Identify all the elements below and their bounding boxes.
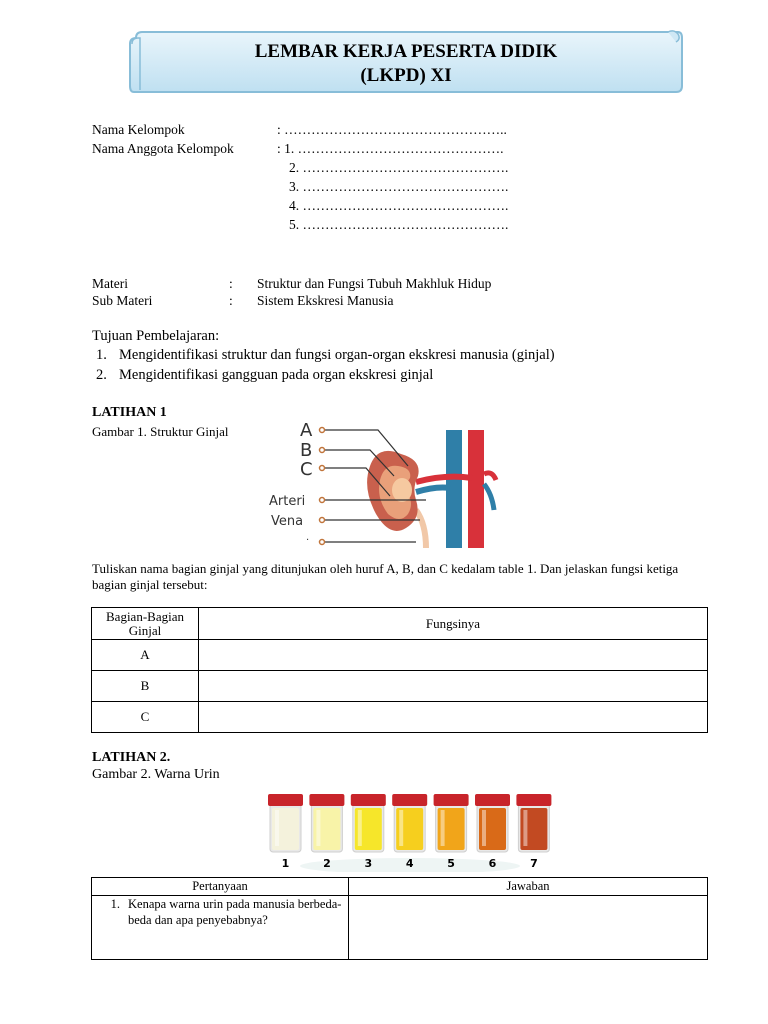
tube-label-6: 6 — [488, 857, 497, 870]
objective-number-1: 1. — [96, 347, 107, 363]
tube-cap-6 — [475, 794, 510, 806]
kidney-structure-figure — [266, 414, 502, 554]
table-row — [92, 640, 708, 671]
table-header-row — [92, 608, 708, 640]
table-header-row — [92, 878, 708, 896]
tube-cap-3 — [351, 794, 386, 806]
members-label: Nama Anggota Kelompok — [92, 141, 234, 156]
label-C: C — [300, 459, 313, 480]
urine-tube-1 — [268, 794, 303, 870]
tube-label-5: 5 — [447, 857, 455, 870]
figure-1-caption: Gambar 1. Struktur Ginjal — [92, 424, 229, 439]
label-A: A — [300, 420, 313, 441]
objective-number-2: 2. — [96, 367, 107, 383]
title-line-2: (LKPD) XI — [360, 65, 452, 86]
table-row — [92, 671, 708, 702]
table-row — [92, 896, 708, 960]
row-part-B: B — [92, 671, 199, 702]
label-B: B — [300, 440, 313, 461]
urine-color-figure — [262, 790, 558, 872]
header-question: Pertanyaan — [92, 878, 349, 896]
question-text-1: Kenapa warna urin pada manusia berbeda-beda dan apa penyebabnya? — [128, 897, 342, 927]
tube-cap-5 — [434, 794, 469, 806]
tube-label-7: 7 — [530, 857, 538, 870]
question-number-1: 1. — [110, 897, 120, 911]
member-line-5[interactable]: 5. ………………………………………. — [289, 217, 509, 232]
title-line-1: LEMBAR KERJA PESERTA DIDIK — [254, 41, 558, 62]
table-row — [92, 702, 708, 733]
row-function-B[interactable] — [199, 671, 708, 702]
row-function-C[interactable] — [199, 702, 708, 733]
member-line-1[interactable]: : 1. ………………………………………. — [277, 141, 504, 156]
group-name-value[interactable]: : ………………………………………….. — [277, 122, 507, 137]
tube-cap-2 — [309, 794, 344, 806]
header-parts: Bagian-Bagian Ginjal — [92, 608, 199, 640]
latihan-1-heading: LATIHAN 1 — [92, 405, 167, 420]
materi-colon: : — [229, 276, 233, 291]
tube-cap-1 — [268, 794, 303, 806]
group-name-label: Nama Kelompok — [92, 122, 185, 137]
materi-label: Materi — [92, 276, 128, 291]
tube-cap-4 — [392, 794, 427, 806]
table-questions — [91, 877, 708, 960]
sub-materi-label: Sub Materi — [92, 293, 153, 308]
answer-cell-1[interactable] — [349, 896, 708, 960]
objective-text-1: Mengidentifikasi struktur dan fungsi organ-organ ekskresi manusia (ginjal) — [119, 347, 555, 363]
member-line-2[interactable]: 2. ………………………………………. — [289, 160, 509, 175]
label-dot: . — [306, 532, 310, 543]
artery-vessel — [468, 430, 484, 548]
row-part-C: C — [92, 702, 199, 733]
question-cell-1 — [92, 896, 349, 960]
tube-label-3: 3 — [364, 857, 373, 870]
tube-cap-7 — [516, 794, 551, 806]
sub-materi-value: Sistem Ekskresi Manusia — [257, 293, 394, 308]
table-kidney-parts — [91, 607, 708, 733]
title-banner — [128, 30, 684, 94]
row-part-A: A — [92, 640, 199, 671]
materi-value: Struktur dan Fungsi Tubuh Makhluk Hidup — [257, 276, 492, 291]
urine-tube-6 — [475, 794, 510, 870]
urine-tube-2 — [309, 794, 344, 870]
sub-materi-colon: : — [229, 293, 233, 308]
member-line-3[interactable]: 3. ………………………………………. — [289, 179, 509, 194]
tube-label-4: 4 — [405, 857, 414, 870]
page-title — [128, 30, 684, 88]
urine-tube-7 — [516, 794, 551, 870]
figure-2-caption: Gambar 2. Warna Urin — [92, 767, 220, 782]
latihan-2-heading: LATIHAN 2. — [92, 750, 171, 765]
label-vena: Vena — [271, 514, 304, 529]
tube-label-2: 2 — [323, 857, 331, 870]
objectives-heading: Tujuan Pembelajaran: — [92, 328, 220, 344]
row-function-A[interactable] — [199, 640, 708, 671]
header-function: Fungsinya — [199, 608, 708, 640]
label-arteri: Arteri — [269, 494, 306, 509]
header-answer: Jawaban — [349, 878, 708, 896]
tube-label-1: 1 — [281, 857, 290, 870]
latihan-1-instruction: Tuliskan nama bagian ginjal yang ditunjukan oleh huruf A, B, dan C kedalam table 1. Dan jelaskan fungsi ketiga bagian ginjal tersebut: — [92, 561, 679, 592]
objective-text-2: Mengidentifikasi gangguan pada organ ekskresi ginjal — [119, 367, 434, 383]
member-line-4[interactable]: 4. ………………………………………. — [289, 198, 509, 213]
